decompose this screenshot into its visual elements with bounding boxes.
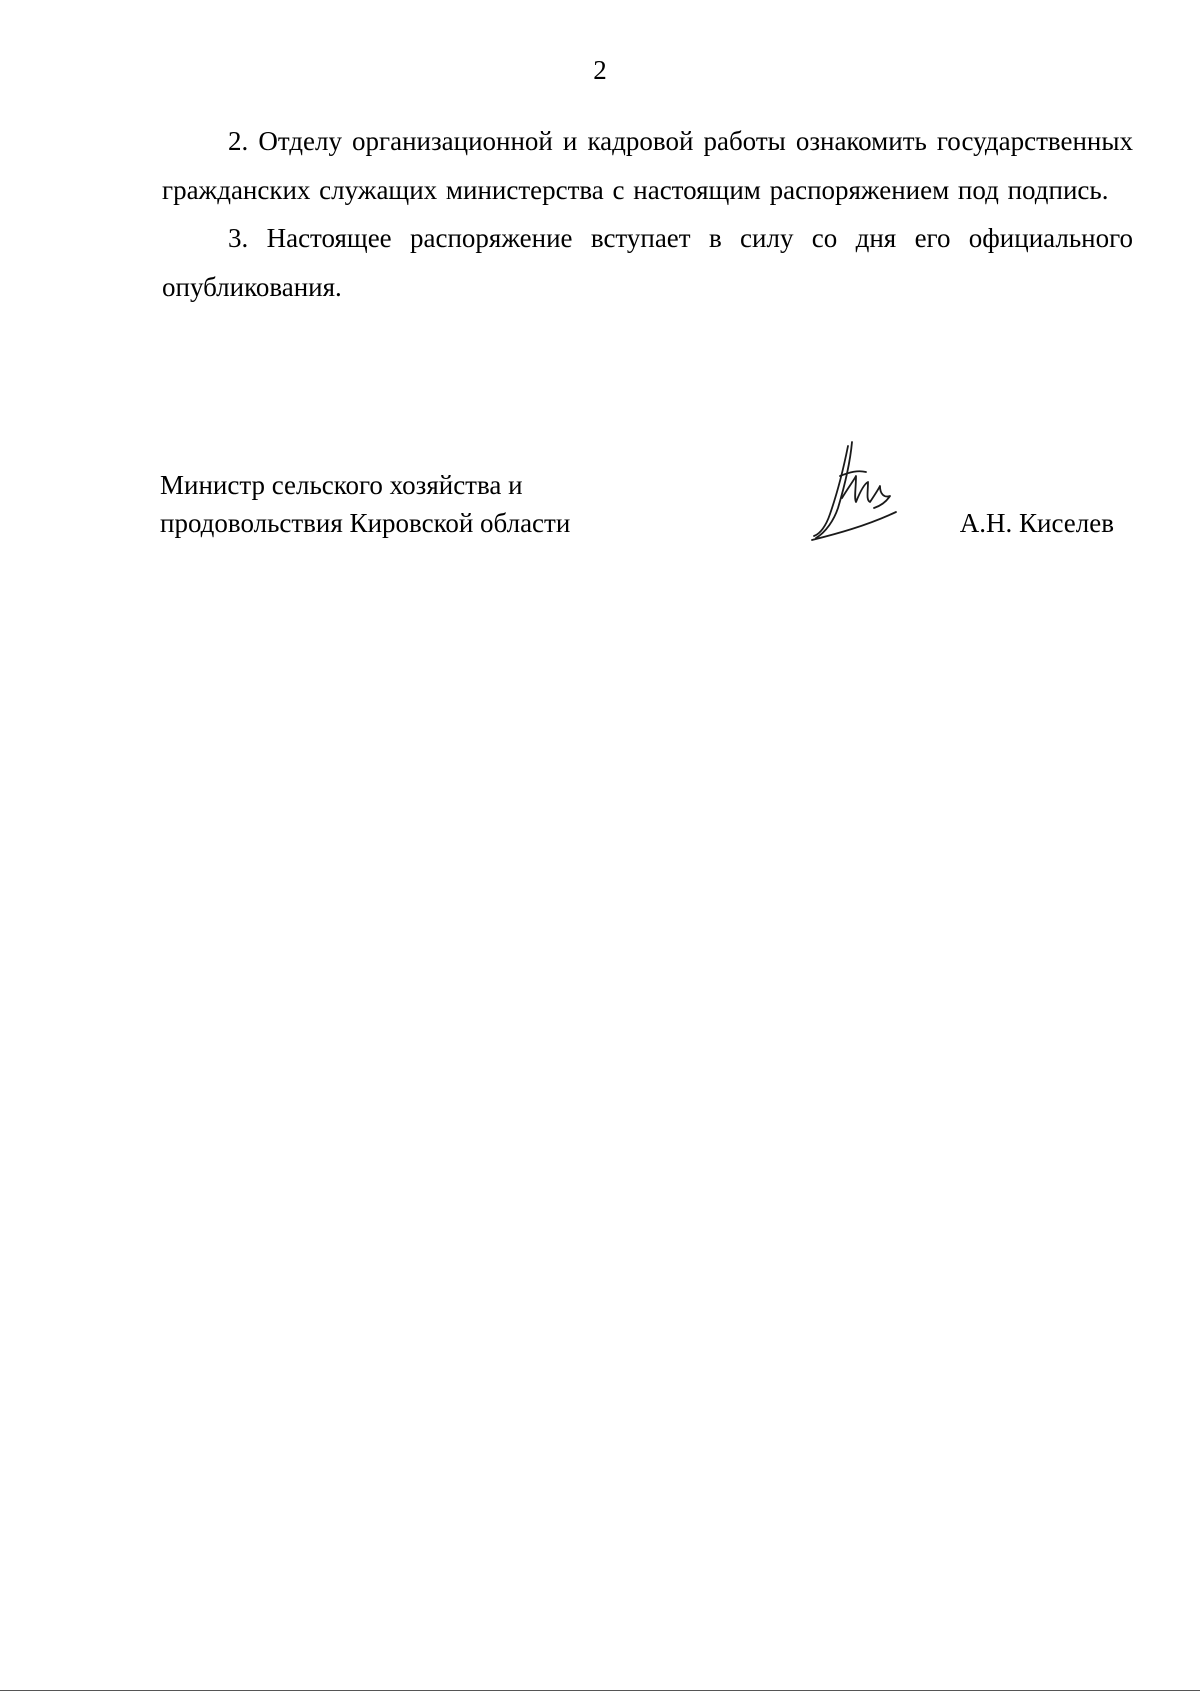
page-bottom-rule (0, 1690, 1200, 1691)
signer-title (160, 466, 680, 542)
signature-block (160, 466, 1140, 546)
signer-title-line-2: продовольствия Кировской области (160, 508, 571, 538)
handwritten-signature (800, 436, 900, 546)
signer-title-line-1: Министр сельского хозяйства и (160, 470, 523, 500)
document-body (162, 117, 1133, 311)
paragraph-3: 3. Настоящее распоряжение вступает в силу со дня его официального опубликования. (162, 223, 1133, 302)
paragraph-2: 2. Отделу организационной и кадровой работы ознакомить государственных гражданских служащих министерства с настоящим распоряжением под подпись. (162, 126, 1133, 205)
page-number: 2 (593, 55, 607, 85)
signer-name: А.Н. Киселев (959, 508, 1114, 538)
